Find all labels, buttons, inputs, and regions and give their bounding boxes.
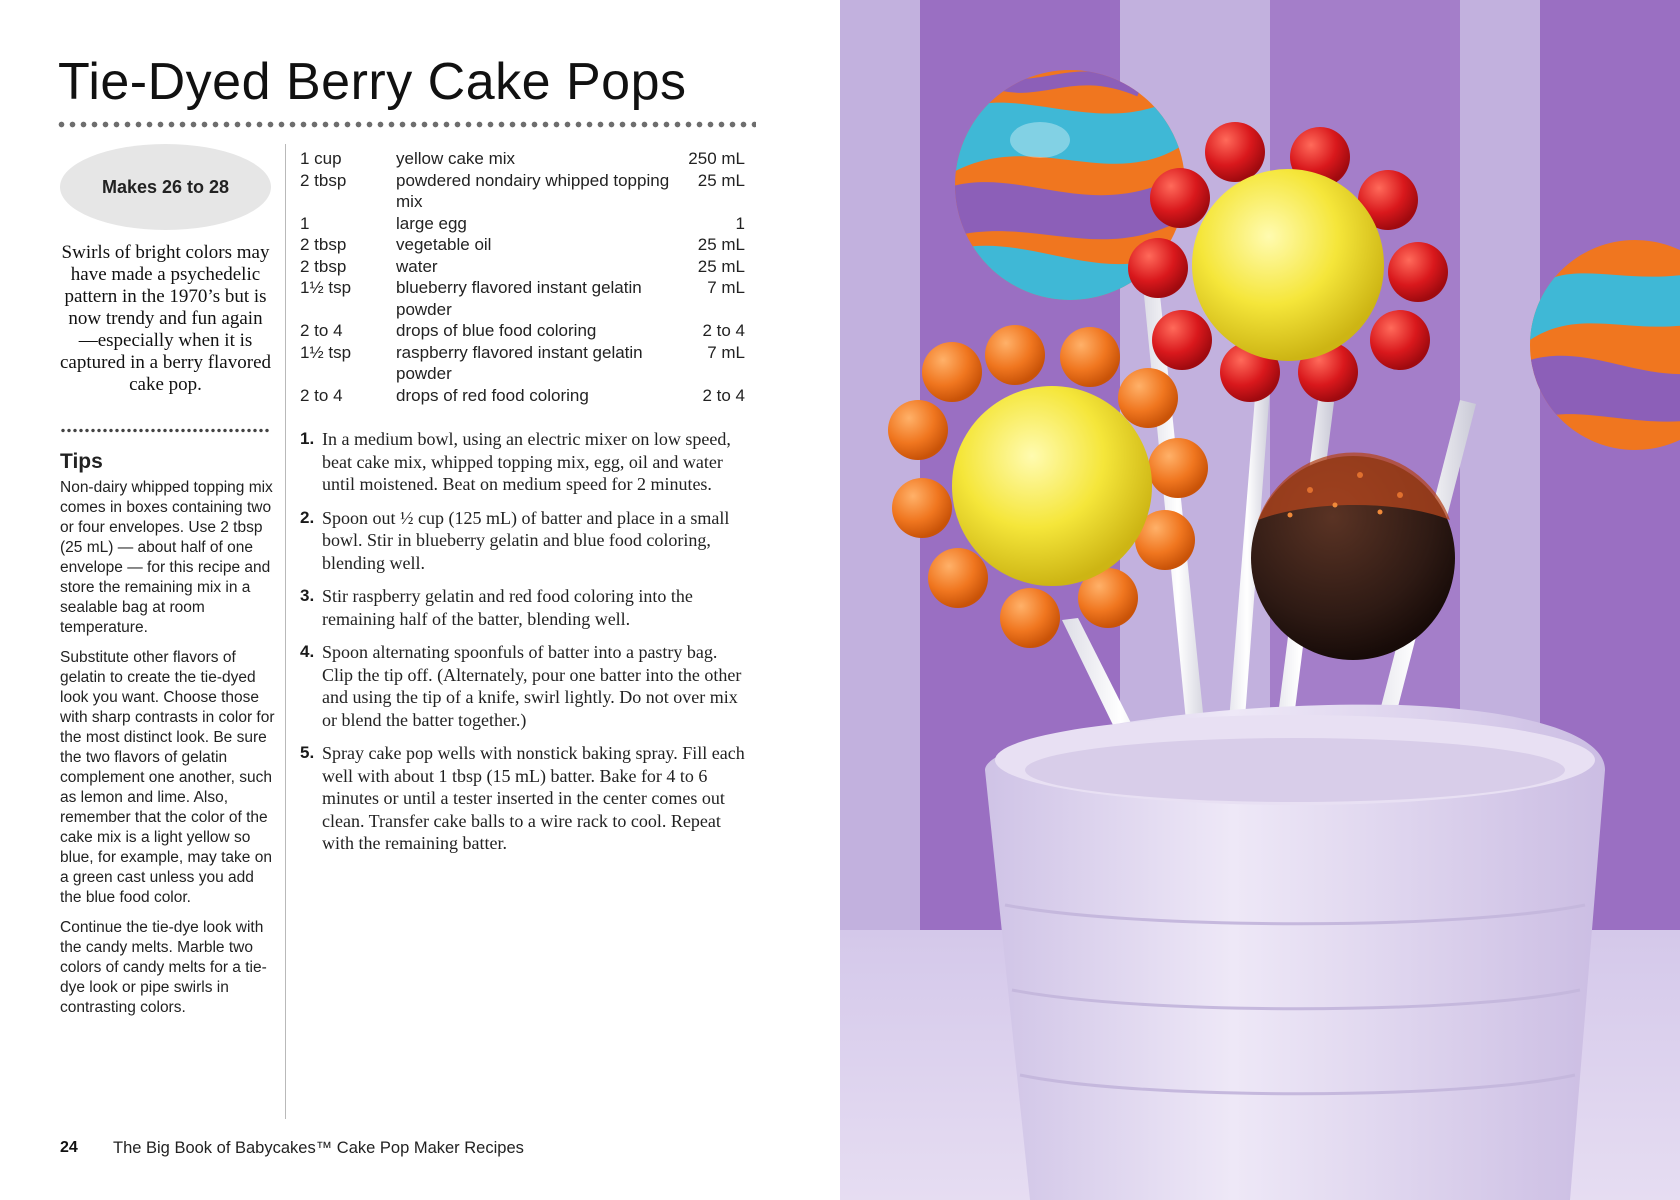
- ingredient-name: powdered nondairy whipped topping mix: [396, 170, 670, 211]
- ingredient-name: large egg: [396, 213, 467, 233]
- ingredient-list: [300, 148, 745, 406]
- step-text: Spray cake pop wells with nonstick baking spray. Fill each well with about 1 tbsp (15 mL) batter. Bake for 4 to 6 minutes or until a tester inserted in the center comes out clean. Transfer cake balls to a wire rack to cool. Repeat with the remaining batter.: [322, 743, 745, 853]
- step-text: Spoon alternating spoonfuls of batter into a pastry bag. Clip the tip off. (Alternately, pour one batter into the other and using the tip of a knife, swirl lightly. Do not over mix or blend the batter together.): [322, 642, 742, 730]
- tip-paragraph: Substitute other flavors of gelatin to create the tie-dyed look you want. Choose those with sharp contrasts in color for the most distinct look. Be sure the two flavors of gelatin complement one another, such as lemon and lime. Also, remember that the color of the cake mix is a light yellow so blue, for example, may take on a green cast unless you add the blue food color.: [60, 649, 275, 906]
- ingredient-quantity: 1½ tsp: [300, 342, 352, 362]
- ingredient-quantity: 1: [300, 213, 310, 233]
- ingredient-quantity: 1½ tsp: [300, 278, 352, 297]
- tips-heading: Tips: [60, 450, 103, 473]
- step-text: In a medium bowl, using an electric mixer on low speed, beat cake mix, whipped topping mix, egg, oil and water until moistened. Beat on medium speed for 2 minutes.: [322, 429, 731, 494]
- ingredient-metric: 25 mL: [697, 256, 745, 276]
- ingredient-name: water: [396, 256, 438, 276]
- method-step: [300, 428, 750, 496]
- ingredient-name: yellow cake mix: [396, 149, 516, 168]
- ingredient-quantity: 1 cup: [300, 149, 342, 168]
- ingredient-row: [300, 234, 745, 256]
- method-step: [300, 641, 750, 731]
- ingredient-name: drops of blue food coloring: [396, 321, 597, 340]
- ingredient-row: [300, 148, 745, 170]
- ingredient-row: [300, 256, 745, 278]
- ingredient-row: [300, 170, 745, 213]
- ingredient-metric: 7 mL: [707, 342, 745, 362]
- ingredient-metric: 7 mL: [707, 278, 745, 297]
- page-number: 24: [60, 1139, 78, 1156]
- step-text: Stir raspberry gelatin and red food coloring into the remaining half of the batter, blending well.: [322, 586, 693, 629]
- ingredient-quantity: 2 tbsp: [300, 235, 347, 254]
- cake-pops-illustration: [840, 0, 1680, 1200]
- ingredient-metric: 2 to 4: [702, 385, 745, 405]
- ingredient-quantity: 2 to 4: [300, 321, 343, 340]
- ingredient-row: [300, 213, 745, 235]
- ingredient-quantity: 2 tbsp: [300, 170, 347, 190]
- method-steps: [300, 428, 750, 866]
- ingredient-quantity: 2 to 4: [300, 385, 343, 405]
- step-number: 2.: [300, 507, 315, 527]
- title-divider: [56, 121, 756, 128]
- recipe-title: Tie-Dyed Berry Cake Pops: [58, 53, 687, 111]
- yield-text: Makes 26 to 28: [101, 176, 230, 197]
- method-step: [300, 507, 750, 575]
- ingredient-metric: 2 to 4: [702, 321, 745, 340]
- tips-list: [60, 478, 275, 1028]
- cake-pops-photo: [840, 0, 1680, 1200]
- ingredient-name: raspberry flavored instant gelatin powder: [396, 342, 643, 383]
- step-number: 3.: [300, 586, 315, 605]
- ingredient-name: drops of red food coloring: [396, 385, 589, 405]
- sidebar-divider: [60, 428, 270, 433]
- step-number: 5.: [300, 743, 315, 762]
- running-footer: The Big Book of Babycakes™ Cake Pop Maker Recipes: [113, 1139, 524, 1157]
- step-number: 4.: [300, 642, 315, 661]
- recipe-intro: Swirls of bright colors may have made a psychedelic pattern in the 1970’s but is now trendy and fun again—especially when it is captured in a berry flavored cake pop.: [60, 242, 272, 395]
- ingredient-row: [300, 342, 745, 385]
- yield-badge: [60, 144, 271, 230]
- step-number: 1.: [300, 429, 315, 448]
- ingredient-name: blueberry flavored instant gelatin powder: [396, 278, 642, 319]
- step-text: Spoon out ½ cup (125 mL) of batter and place in a small bowl. Stir in blueberry gelatin and blue food coloring, blending well.: [322, 507, 730, 573]
- tip-paragraph: Non-dairy whipped topping mix comes in boxes containing two or four envelopes. Use 2 tbsp (25 mL) — about half of one envelope — for this recipe and store the remaining mix in a sealable bag at room temperature.: [60, 479, 273, 636]
- column-rule: [285, 144, 286, 1119]
- ingredient-row: [300, 385, 745, 407]
- ingredient-row: [300, 320, 745, 342]
- ingredient-name: vegetable oil: [396, 235, 492, 254]
- method-step: [300, 585, 750, 630]
- method-step: [300, 742, 750, 855]
- ingredient-metric: 250 mL: [688, 149, 745, 168]
- white-cup: [985, 705, 1605, 1200]
- ingredient-row: [300, 277, 745, 320]
- ingredient-quantity: 2 tbsp: [300, 256, 347, 276]
- ingredient-metric: 25 mL: [697, 170, 745, 190]
- ingredient-metric: 25 mL: [697, 235, 745, 254]
- tip-paragraph: Continue the tie-dye look with the candy melts. Marble two colors of candy melts for a tie-dye look or pipe swirls in contrasting colors.: [60, 919, 267, 1016]
- ingredient-metric: 1: [735, 213, 745, 233]
- chocolate-sprinkle-cake-pop: [1251, 452, 1455, 660]
